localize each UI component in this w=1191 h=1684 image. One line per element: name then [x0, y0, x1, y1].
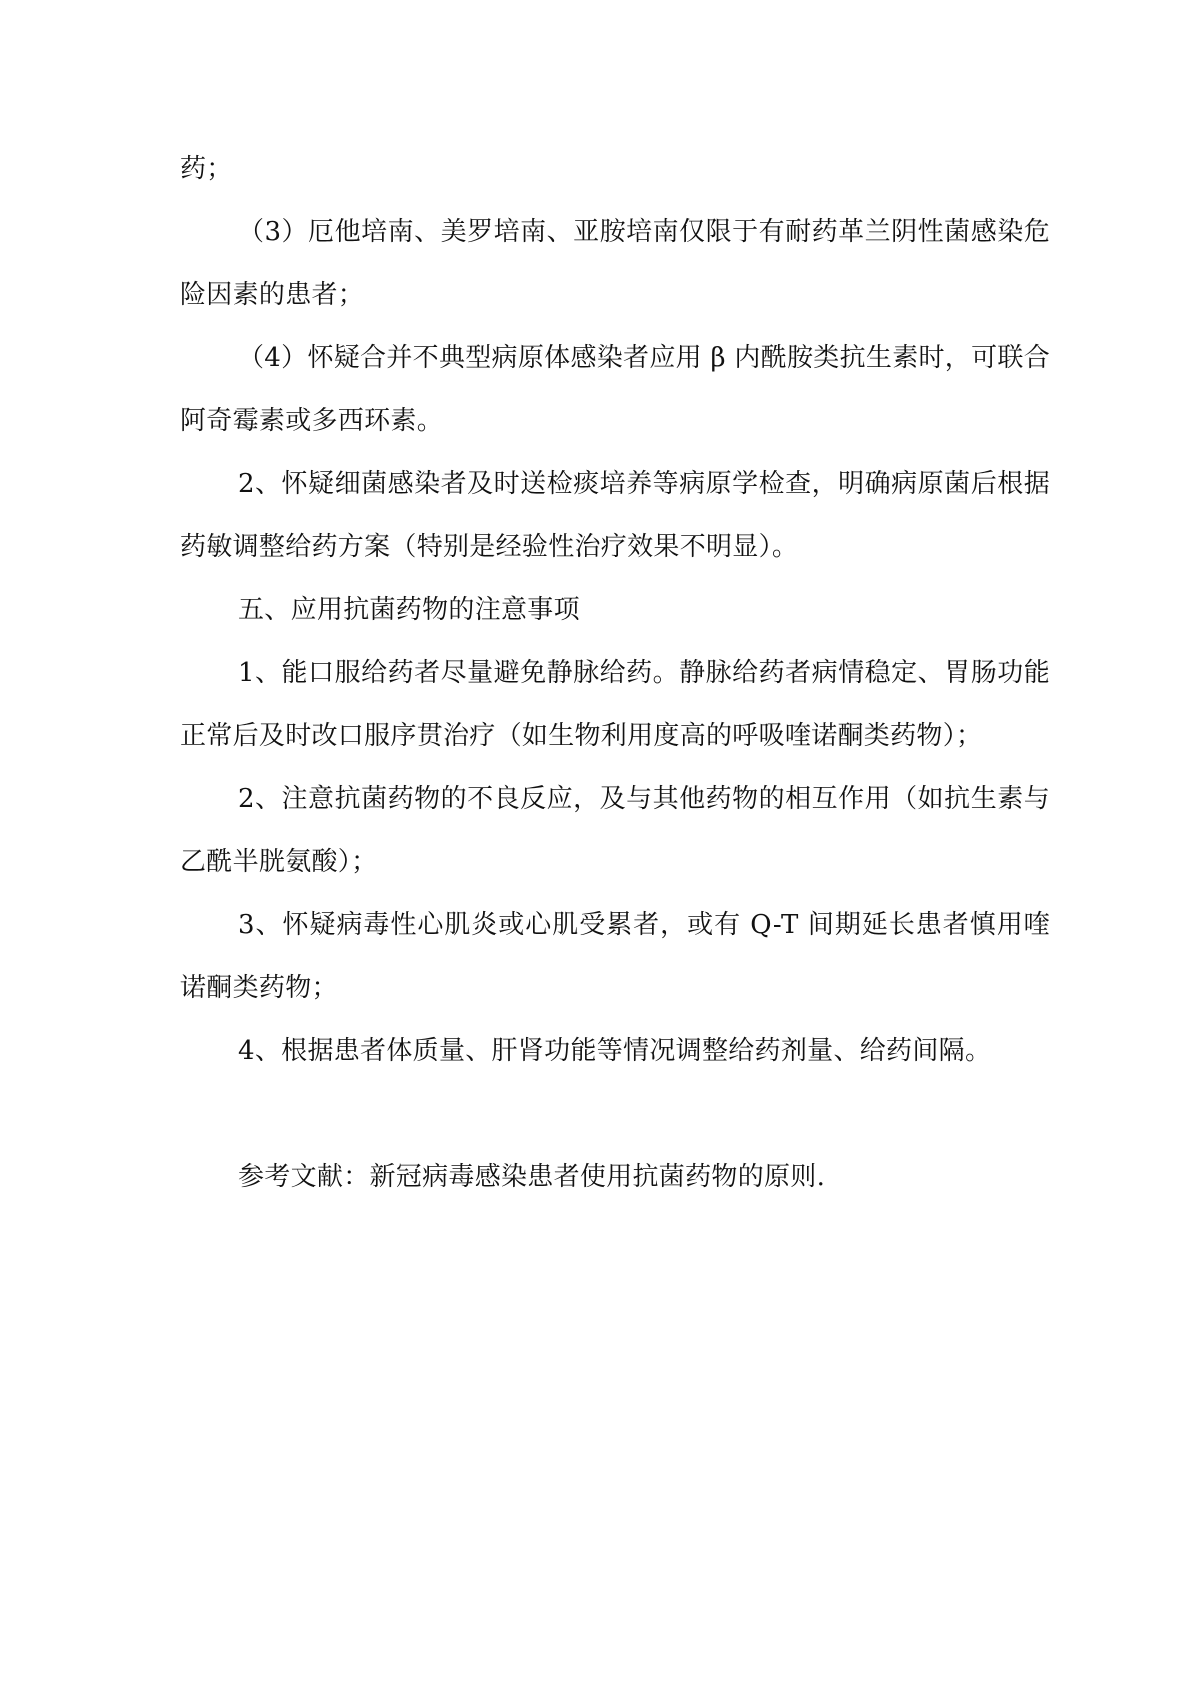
section-heading-5: 五、应用抗菌药物的注意事项 — [238, 595, 580, 625]
paragraph-note-2: 2、注意抗菌药物的不良反应，及与其他药物的相互作用（如抗生素与乙酰半胱氨酸）； — [180, 784, 1050, 877]
paragraph-point-2: 2、怀疑细菌感染者及时送检痰培养等病原学检查，明确病原菌后根据药敏调整给药方案（特别是经验性治疗效果不明显）。 — [180, 469, 1050, 562]
paragraph-item-4: （4）怀疑合并不典型病原体感染者应用 β 内酰胺类抗生素时，可联合阿奇霉素或多西环素。 — [180, 343, 1051, 436]
document-body — [180, 138, 1050, 1209]
spacer — [180, 1083, 1050, 1146]
paragraph-note-4: 4、根据患者体质量、肝肾功能等情况调整给药剂量、给药间隔。 — [238, 1036, 992, 1066]
paragraph-note-1: 1、能口服给药者尽量避免静脉给药。静脉给药者病情稳定、胃肠功能正常后及时改口服序贯治疗（如生物利用度高的呼吸喹诺酮类药物）； — [180, 658, 1050, 751]
reference: 参考文献：新冠病毒感染患者使用抗菌药物的原则. — [238, 1162, 826, 1192]
paragraph-note-3: 3、怀疑病毒性心肌炎或心肌受累者，或有 Q-T 间期延长患者慎用喹诺酮类药物； — [180, 910, 1050, 1003]
paragraph-continuation: 药； — [180, 154, 233, 184]
paragraph-item-3: （3）厄他培南、美罗培南、亚胺培南仅限于有耐药革兰阴性菌感染危险因素的患者； — [180, 217, 1050, 310]
